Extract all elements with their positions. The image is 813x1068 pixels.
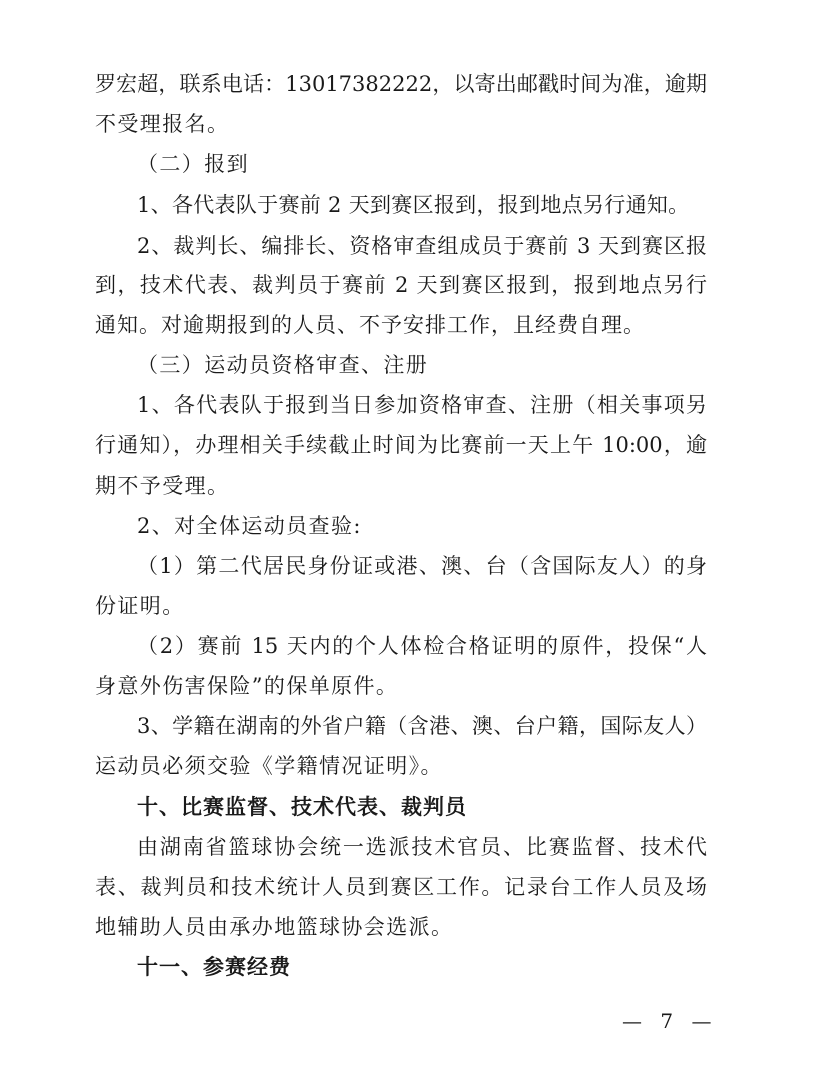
paragraph-line: 由湖南省篮球协会统一选派技术官员、比赛监督、技术代 (137, 835, 707, 859)
paragraph-line: 地辅助人员由承办地篮球协会选派。 (95, 915, 454, 939)
section-heading: 十、比赛监督、技术代表、裁判员 (137, 795, 467, 819)
paragraph-line: 不受理报名。 (95, 112, 230, 136)
paragraph-line: 运动员必须交验《学籍情况证明》。 (95, 754, 443, 778)
paragraph-line: 表、裁判员和技术统计人员到赛区工作。记录台工作人员及场 (95, 875, 707, 899)
paragraph-line: 1、各代表队于赛前 2 天到赛区报到，报到地点另行通知。 (137, 193, 690, 217)
section-subheading: （三）运动员资格审查、注册 (137, 353, 429, 377)
paragraph-line: （2）赛前 15 天内的个人体检合格证明的原件，投保“人 (137, 634, 707, 658)
paragraph-line: 期不予受理。 (95, 474, 230, 498)
paragraph-line: 行通知），办理相关手续截止时间为比赛前一天上午 10:00，逾 (95, 433, 707, 457)
paragraph-line: 罗宏超，联系电话：13017382222，以寄出邮戳时间为准，逾期 (95, 72, 707, 96)
paragraph-line: 通知。对逾期报到的人员、不予安排工作，且经费自理。 (95, 313, 645, 337)
paragraph-line: 份证明。 (95, 594, 185, 618)
paragraph-line: 3、学籍在湖南的外省户籍（含港、澳、台户籍，国际友人） (137, 714, 707, 738)
page-number: — 7 — (622, 1009, 718, 1033)
paragraph-line: 2、对全体运动员查验: (137, 514, 362, 538)
paragraph-line: 1、各代表队于报到当日参加资格审查、注册（相关事项另 (137, 393, 707, 417)
paragraph-line: （1）第二代居民身份证或港、澳、台（含国际友人）的身 (137, 554, 707, 578)
paragraph-line: 2、裁判长、编排长、资格审查组成员于赛前 3 天到赛区报 (137, 234, 707, 258)
section-subheading: （二）报到 (137, 152, 249, 176)
section-heading: 十一、参赛经费 (137, 955, 291, 979)
paragraph-line: 身意外伤害保险”的保单原件。 (95, 674, 399, 698)
paragraph-line: 到，技术代表、裁判员于赛前 2 天到赛区报到，报到地点另行 (95, 273, 707, 297)
